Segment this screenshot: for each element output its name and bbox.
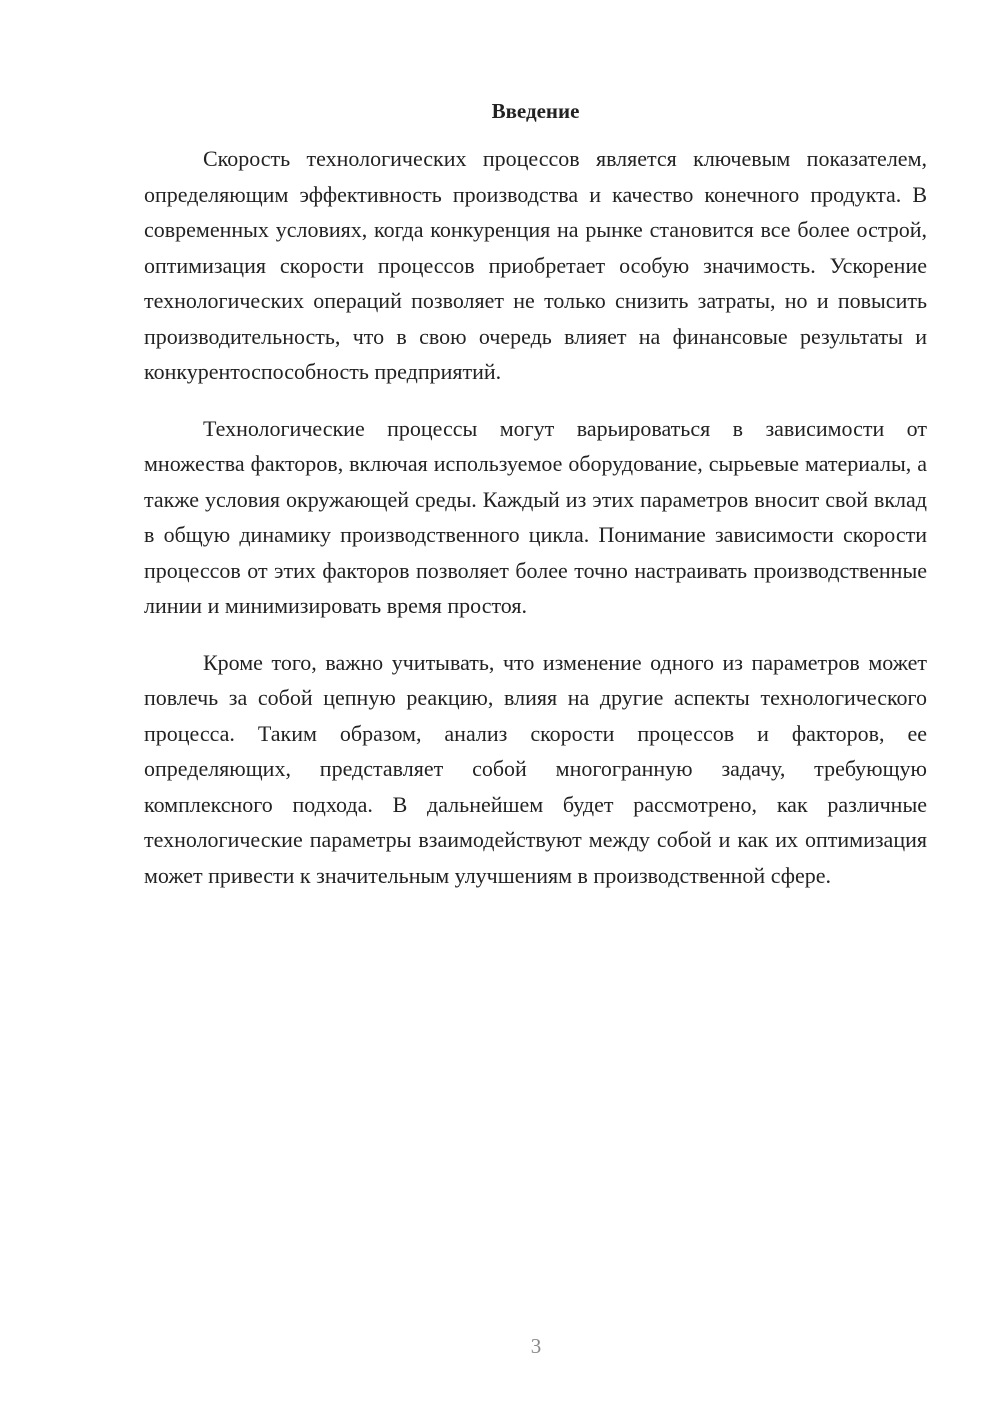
paragraph-2: Технологические процессы могут варьироваться в зависимости от множества факторов, включая используемое оборудование, сырьевые материалы, а также условия окружающей среды. Каждый из этих параметров вносит свой вклад в общую динамику производственного цикла. Понимание зависимости скорости процессов от этих факторов позволяет более точно настраивать производственные линии и минимизировать время простоя.	[144, 415, 927, 618]
page-title: Введение	[491, 99, 580, 123]
paragraph-3: Кроме того, важно учитывать, что изменение одного из параметров может повлечь за собой цепную реакцию, влияя на другие аспекты технологического процесса. Таким образом, анализ скорости процессов и факторов, ее определяющих, представляет собой многогранную задачу, требующую комплексного подхода. В дальнейшем будет рассмотрено, как различные технологические параметры взаимодействуют между собой и как их оптимизация может привести к значительным улучшениям в производственной сфере.	[144, 649, 927, 888]
page-number: 3	[530, 1334, 542, 1358]
paragraph-1: Скорость технологических процессов является ключевым показателем, определяющим эффективность производства и качество конечного продукта. В современных условиях, когда конкуренция на рынке становится все более острой, оптимизация скорости процессов приобретает особую значимость. Ускорение технологических операций позволяет не только снизить затраты, но и повысить производительность, что в свою очередь влияет на финансовые результаты и конкурентоспособность предприятий.	[144, 146, 927, 384]
body-text	[144, 141, 927, 914]
